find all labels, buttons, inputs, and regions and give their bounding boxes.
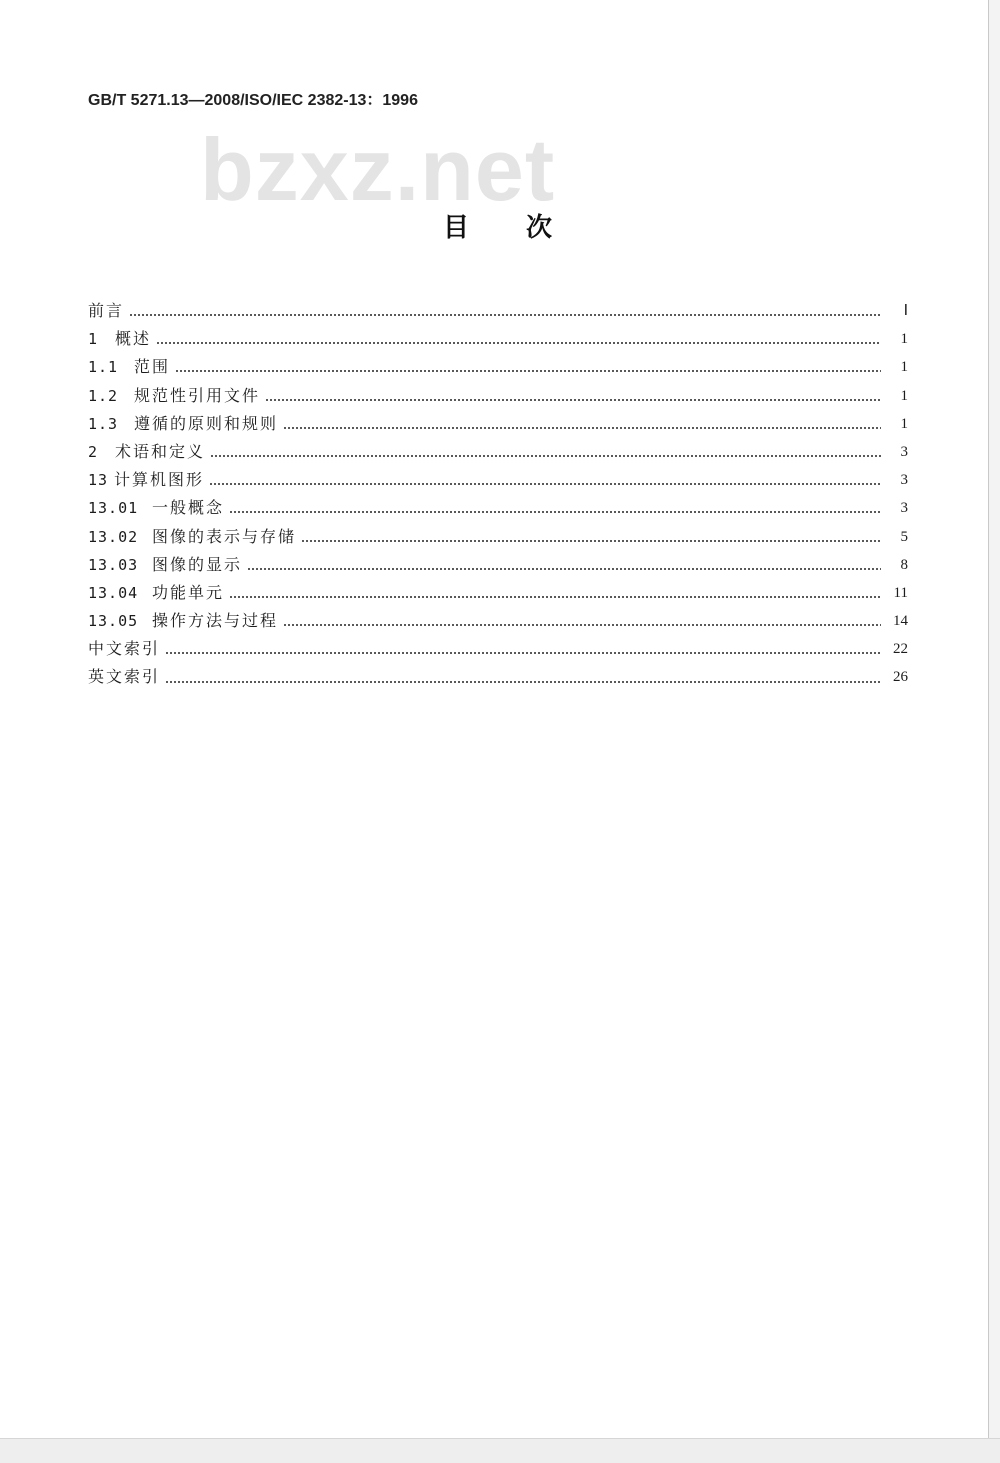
toc-entry-number: 1.3 bbox=[88, 414, 119, 433]
dot-leader bbox=[210, 454, 881, 458]
dot-leader bbox=[301, 539, 881, 543]
toc-entry-page-number: 5 bbox=[900, 528, 908, 545]
toc-entry bbox=[88, 410, 908, 438]
toc-entry-number: 1.2 bbox=[88, 386, 119, 405]
toc-entry-number: 13 bbox=[88, 471, 109, 490]
toc-entry bbox=[88, 353, 908, 381]
toc-entry-title: 计算机图形 bbox=[114, 470, 205, 490]
page-edge-right bbox=[989, 0, 1000, 1438]
page-edge-bottom bbox=[0, 1438, 1000, 1463]
toc-entry-title: 图像的表示与存储 bbox=[152, 526, 297, 546]
toc-entry-title: 前言 bbox=[88, 301, 125, 320]
toc-entry-title: 功能单元 bbox=[152, 582, 225, 602]
toc-entry-title: 英文索引 bbox=[88, 667, 161, 687]
toc-entry-number: 13.05 bbox=[88, 612, 139, 631]
toc-entry bbox=[88, 466, 908, 494]
toc-entry-page-number: 22 bbox=[893, 641, 908, 658]
toc-entry-title: 范围 bbox=[134, 357, 171, 377]
toc-entry bbox=[88, 607, 908, 635]
toc-entry bbox=[88, 523, 908, 551]
toc-entry-page-number: 1 bbox=[900, 331, 908, 348]
toc-entry-page-number: 3 bbox=[900, 472, 908, 489]
dot-leader bbox=[209, 482, 881, 486]
toc-entry-page-number: 26 bbox=[893, 669, 908, 686]
table-of-contents bbox=[88, 297, 908, 692]
toc-entry bbox=[88, 382, 908, 410]
toc-entry bbox=[88, 579, 908, 607]
standard-code-header: GB/T 5271.13—2008/ISO/IEC 2382-13：1996 bbox=[88, 92, 418, 109]
dot-leader bbox=[265, 398, 881, 402]
toc-entry-title: 遵循的原则和规则 bbox=[134, 413, 279, 433]
toc-entry bbox=[88, 438, 908, 466]
toc-entry-number: 13.03 bbox=[88, 555, 139, 574]
toc-entry-number: 2 bbox=[88, 442, 99, 461]
toc-entry-title: 规范性引用文件 bbox=[134, 385, 261, 405]
toc-entry-title: 图像的显示 bbox=[152, 554, 243, 574]
toc-entry-page-number: 1 bbox=[900, 387, 908, 404]
toc-entry bbox=[88, 635, 908, 663]
toc-entry-page-number: 11 bbox=[893, 584, 908, 601]
toc-entry-page-number: 8 bbox=[900, 556, 908, 573]
toc-entry-number: 13.01 bbox=[88, 499, 139, 518]
toc-entry-title: 操作方法与过程 bbox=[152, 611, 279, 631]
dot-leader bbox=[165, 680, 881, 684]
dot-leader bbox=[229, 510, 881, 514]
toc-title: 目次 bbox=[443, 213, 610, 243]
dot-leader bbox=[283, 426, 881, 430]
toc-entry-page-number: 1 bbox=[900, 359, 908, 376]
toc-entry-number: 13.04 bbox=[88, 583, 139, 602]
toc-entry bbox=[88, 494, 908, 522]
dot-leader bbox=[229, 595, 881, 599]
toc-entry-number: 13.02 bbox=[88, 527, 139, 546]
dot-leader bbox=[175, 369, 881, 373]
dot-leader bbox=[247, 567, 881, 571]
toc-entry-title: 一般概念 bbox=[152, 498, 225, 518]
dot-leader bbox=[165, 651, 881, 655]
toc-entry bbox=[88, 297, 908, 325]
toc-entry-number: 1.1 bbox=[88, 358, 119, 377]
dot-leader bbox=[283, 623, 881, 627]
toc-entry-title: 术语和定义 bbox=[115, 441, 206, 461]
toc-entry-page-number: 3 bbox=[900, 500, 908, 517]
toc-entry bbox=[88, 551, 908, 579]
toc-entry-page-number: Ⅰ bbox=[903, 303, 908, 319]
toc-entry-number: 1 bbox=[88, 330, 99, 349]
toc-entry bbox=[88, 325, 908, 353]
toc-entry bbox=[88, 663, 908, 691]
toc-entry-title: 概述 bbox=[115, 329, 152, 349]
toc-entry-page-number: 14 bbox=[893, 613, 908, 630]
dot-leader bbox=[156, 341, 881, 345]
dot-leader bbox=[129, 313, 881, 317]
toc-entry-title: 中文索引 bbox=[88, 639, 161, 659]
toc-entry-page-number: 3 bbox=[900, 443, 908, 460]
watermark: bzxz.net bbox=[200, 120, 556, 219]
toc-entry-page-number: 1 bbox=[900, 415, 908, 432]
